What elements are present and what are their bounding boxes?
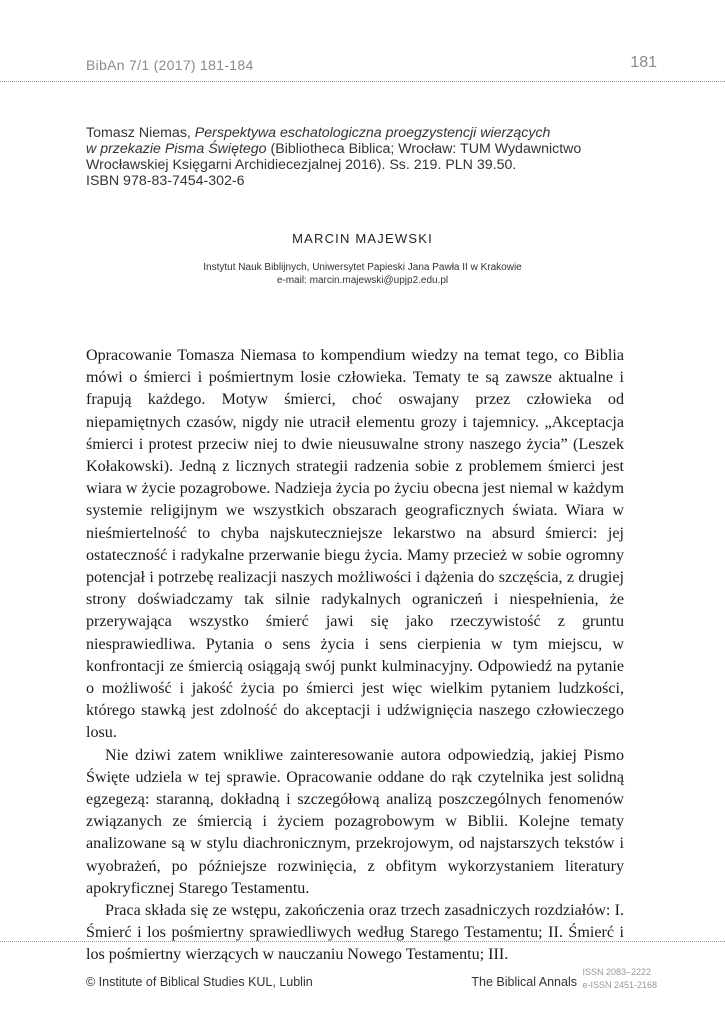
book-author: Tomasz Niemas,	[86, 125, 195, 141]
reviewer-email: e-mail: marcin.majewski@upjp2.edu.pl	[276, 274, 449, 286]
issn: ISSN 2083–2222	[582, 967, 651, 977]
running-header: BibAn 7/1 (2017) 181-184	[86, 57, 254, 73]
paragraph-3: Praca składa się ze wstępu, zakończenia oraz trzech zasadniczych rozdziałów: I. Śmierć i los pośmiertny sprawiedliwych według Starego Testamentu; II. Śmierć i los pośmiertny wierzących w nauczaniu Nowego Testamentu; III.	[86, 902, 624, 964]
header-divider	[0, 81, 725, 82]
book-title-line1: Perspektywa eschatologiczna proegzystencji wierzących	[194, 125, 551, 141]
book-citation	[86, 125, 656, 189]
review-body	[86, 345, 624, 967]
reviewer-name: MARCIN MAJEWSKI	[292, 231, 433, 246]
book-details-line3: Wrocławskiej Księgarni Archidiecezjalnej 2016). Ss. 219. PLN 39.50.	[86, 157, 517, 173]
eissn: e-ISSN 2451-2168	[582, 980, 657, 990]
issn-block	[582, 966, 657, 992]
paragraph-1: Opracowanie Tomasza Niemasa to kompendium wiedzy na temat tego, co Biblia mówi o śmierci i pośmiertnym losie człowieka. Tematy te są zawsze aktualne i frapują każdego. Motyw śmierci, choć oswajany przez człowieka od niepamiętnych czasów, nigdy nie utracił elementu grozy i tajemnicy. „Akceptacja śmierci i protest przeciw niej to dwie nieusuwalne strony naszego życia” (Leszek Kołakowski). Jedną z licznych strategii radzenia sobie z problemem śmierci jest wiara w życie pozagrobowe. Nadzieja życia po życiu obecna jest niemal w każdym systemie religijnym we wszystkich obszarach geograficznych świata. Wiara w nieśmiertelność to chyba najskuteczniejsze lekarstwo na absurd śmierci: jej ostateczność i radykalne przerwanie biegu życia. Mamy przecież w sobie ogromny potencjał i potrzebę realizacji naszych możliwości i dążenia do szczęścia, z drugiej strony doświadczamy tak silnie radykalnych ograniczeń i niespełnienia, że przerywająca wszystko śmierć jawi się jako rzeczywistość z gruntu niesprawiedliwa. Pytania o sens życia i sens cierpienia w tym miejscu, w konfrontacji ze śmiercią osiągają swój punkt kulminacyjny. Odpowiedź na pytanie o możliwość i jakość życia po śmierci jest więc wielkim pytaniem ludzkości, którego stawką jest zdolność do akceptacji i udźwignięcia naszego człowieczego losu.	[86, 347, 624, 742]
footer-divider	[0, 941, 725, 942]
page-number: 181	[630, 54, 657, 71]
book-title-line2: w przekazie Pisma Świętego	[86, 141, 267, 157]
paragraph-2: Nie dziwi zatem wnikliwe zainteresowanie autora odpowiedzią, jakiej Pismo Święte udziela w tej sprawie. Opracowanie oddane do rąk czytelnika jest solidną egzegezą: staranną, dokładną i szczegółową analizą poszczególnych fenomenów związanych ze śmiercią i życiem pozagrobowym w Biblii. Kolejne tematy analizowane są w stylu diachronicznym, przekrojowym, od najstarszych tekstów i wyobrażeń, po późniejsze rozwinięcia, z obfitym wykorzystaniem literatury apokryficznej Starego Testamentu.	[86, 746, 624, 897]
journal-name: The Biblical Annals	[471, 975, 577, 989]
book-isbn: ISBN 978-83-7454-302-6	[86, 173, 245, 189]
reviewer-affiliation-block	[0, 262, 725, 287]
reviewer-affiliation: Instytut Nauk Biblijnych, Uniwersytet Papieski Jana Pawła II w Krakowie	[203, 262, 522, 273]
copyright-notice: © Institute of Biblical Studies KUL, Lublin	[86, 975, 313, 989]
book-details-line2: (Bibliotheca Biblica; Wrocław: TUM Wydawnictwo	[266, 141, 582, 157]
